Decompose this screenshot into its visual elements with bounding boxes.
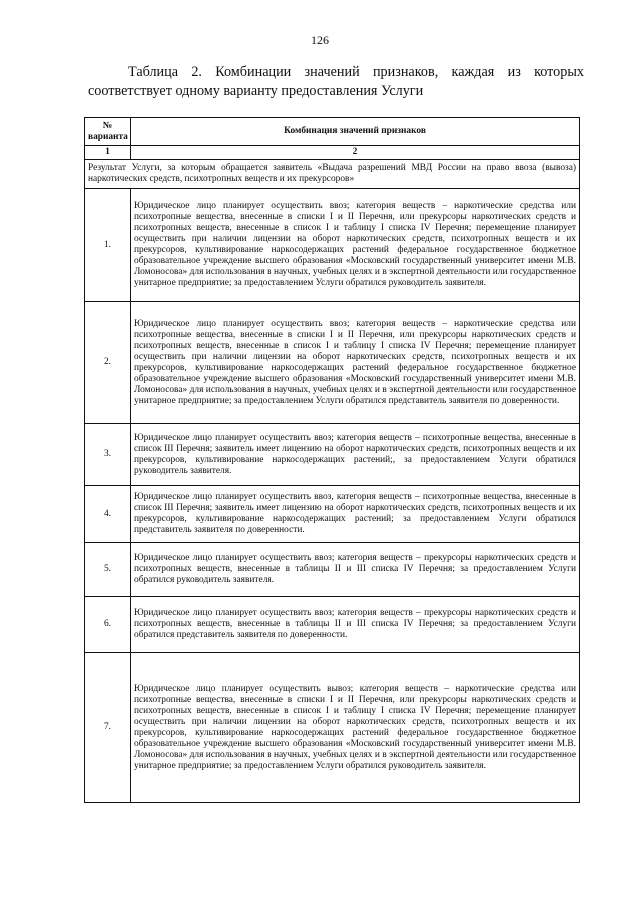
variant-description: Юридическое лицо планирует осуществить ввоз; категория веществ – наркотические средства или психотропные вещества, внесенные в списки I и II Перечня, или прекурсоры наркотических средств и психотропных веществ, внесенные в список I и таблицу I списка IV Перечня; перемещение планирует осуществить при наличии лицензии на оборот наркотических средств, психотропных веществ и их прекурсоров, культивирование наркосодержащих растений федеральное государственное бюджетное образовательное учреждение высшего образования «Московский государственный университет имени М.В. Ломоносова» для использования в научных, учебных целях и в экспертной деятельности или государственное унитарное предприятие; за предоставлением Услуги обратился руководитель заявителя. xyxy=(131,189,580,302)
table-row xyxy=(85,597,580,653)
table-row xyxy=(85,424,580,486)
variant-number: 2. xyxy=(85,302,131,424)
page-number: 126 xyxy=(311,33,329,47)
variant-description: Юридическое лицо планирует осуществить ввоз, категория веществ – психотропные вещества, внесенные в список III Перечня; заявитель имеет лицензию на оборот наркотических средств, психотропных веществ и их прекурсоров, культивирование наркосодержащих растений; за предоставлением Услуги обратился представитель заявителя по доверенности. xyxy=(131,486,580,543)
column-index-1: 1 xyxy=(85,146,131,160)
table-row xyxy=(85,189,580,302)
variant-number: 6. xyxy=(85,597,131,653)
table-row xyxy=(85,486,580,543)
variant-number: 5. xyxy=(85,543,131,597)
variant-description: Юридическое лицо планирует осуществить ввоз; категория веществ – психотропные вещества, внесенные в список III Перечня; заявитель имеет лицензию на оборот наркотических средств, психотропных веществ и их прекурсоров, культивирование наркосодержащих растений;, за предоставлением Услуги обратился руководитель заявителя. xyxy=(131,424,580,486)
column-index-row xyxy=(85,146,580,160)
header-combination: Комбинация значений признаков xyxy=(131,118,580,146)
variant-number: 4. xyxy=(85,486,131,543)
table-row xyxy=(85,543,580,597)
variant-description: Юридическое лицо планирует осуществить ввоз; категория веществ – прекурсоры наркотических средств и психотропных веществ, внесенные в таблицы II и III списка IV Перечня; за предоставлением Услуги обратился руководитель заявителя. xyxy=(131,543,580,597)
table-row xyxy=(85,302,580,424)
variant-number: 1. xyxy=(85,189,131,302)
variants-table xyxy=(84,117,580,803)
header-variant-number: № варианта xyxy=(85,118,131,146)
table-title: Таблица 2. Комбинации значений признаков, каждая из которых соответствует одному варианту предоставления Услуги xyxy=(88,64,584,99)
variant-description: Юридическое лицо планирует осуществить вывоз; категория веществ – наркотические средства или психотропные вещества, внесенные в списки I и II Перечня, или прекурсоры наркотических средств и психотропных веществ, внесенные в список I и таблицу I списка IV Перечня; перемещение планирует осуществить при наличии лицензии на оборот наркотических средств, психотропных веществ и их прекурсоров, культивирование наркосодержащих растений федеральное государственное бюджетное образовательное учреждение высшего образования «Московский государственный университет имени М.В. Ломоносова» для использования в научных, учебных целях и в экспертной деятельности или государственное унитарное предприятие; за предоставлением Услуги обратился руководитель заявителя. xyxy=(131,653,580,803)
table-header-row xyxy=(85,118,580,146)
variant-description: Юридическое лицо планирует осуществить ввоз; категория веществ – прекурсоры наркотических средств и психотропных веществ, внесенные в таблицы II и III списка IV Перечня; за предоставлением Услуги обратился представитель заявителя по доверенности. xyxy=(131,597,580,653)
result-description: Результат Услуги, за которым обращается заявитель «Выдача разрешений МВД России на право ввоза (вывоза) наркотических средств, психотропных веществ и их прекурсоров» xyxy=(85,160,580,189)
table-row xyxy=(85,653,580,803)
variant-description: Юридическое лицо планирует осуществить ввоз; категория веществ – наркотические средства или психотропные вещества, внесенные в списки I и II Перечня, или прекурсоры наркотических средств и психотропных веществ, внесенные в список I и таблицу I списка IV Перечня; перемещение планирует осуществить при наличии лицензии на оборот наркотических средств, психотропных веществ и их прекурсоров, культивирование наркосодержащих растений федеральное государственное бюджетное образовательное учреждение высшего образования «Московский государственный университет имени М.В. Ломоносова» для использования в научных, учебных целях и в экспертной деятельности или государственное унитарное предприятие; за предоставлением Услуги обратился представитель заявителя по доверенности. xyxy=(131,302,580,424)
column-index-2: 2 xyxy=(131,146,580,160)
variant-number: 7. xyxy=(85,653,131,803)
variant-number: 3. xyxy=(85,424,131,486)
result-row xyxy=(85,160,580,189)
